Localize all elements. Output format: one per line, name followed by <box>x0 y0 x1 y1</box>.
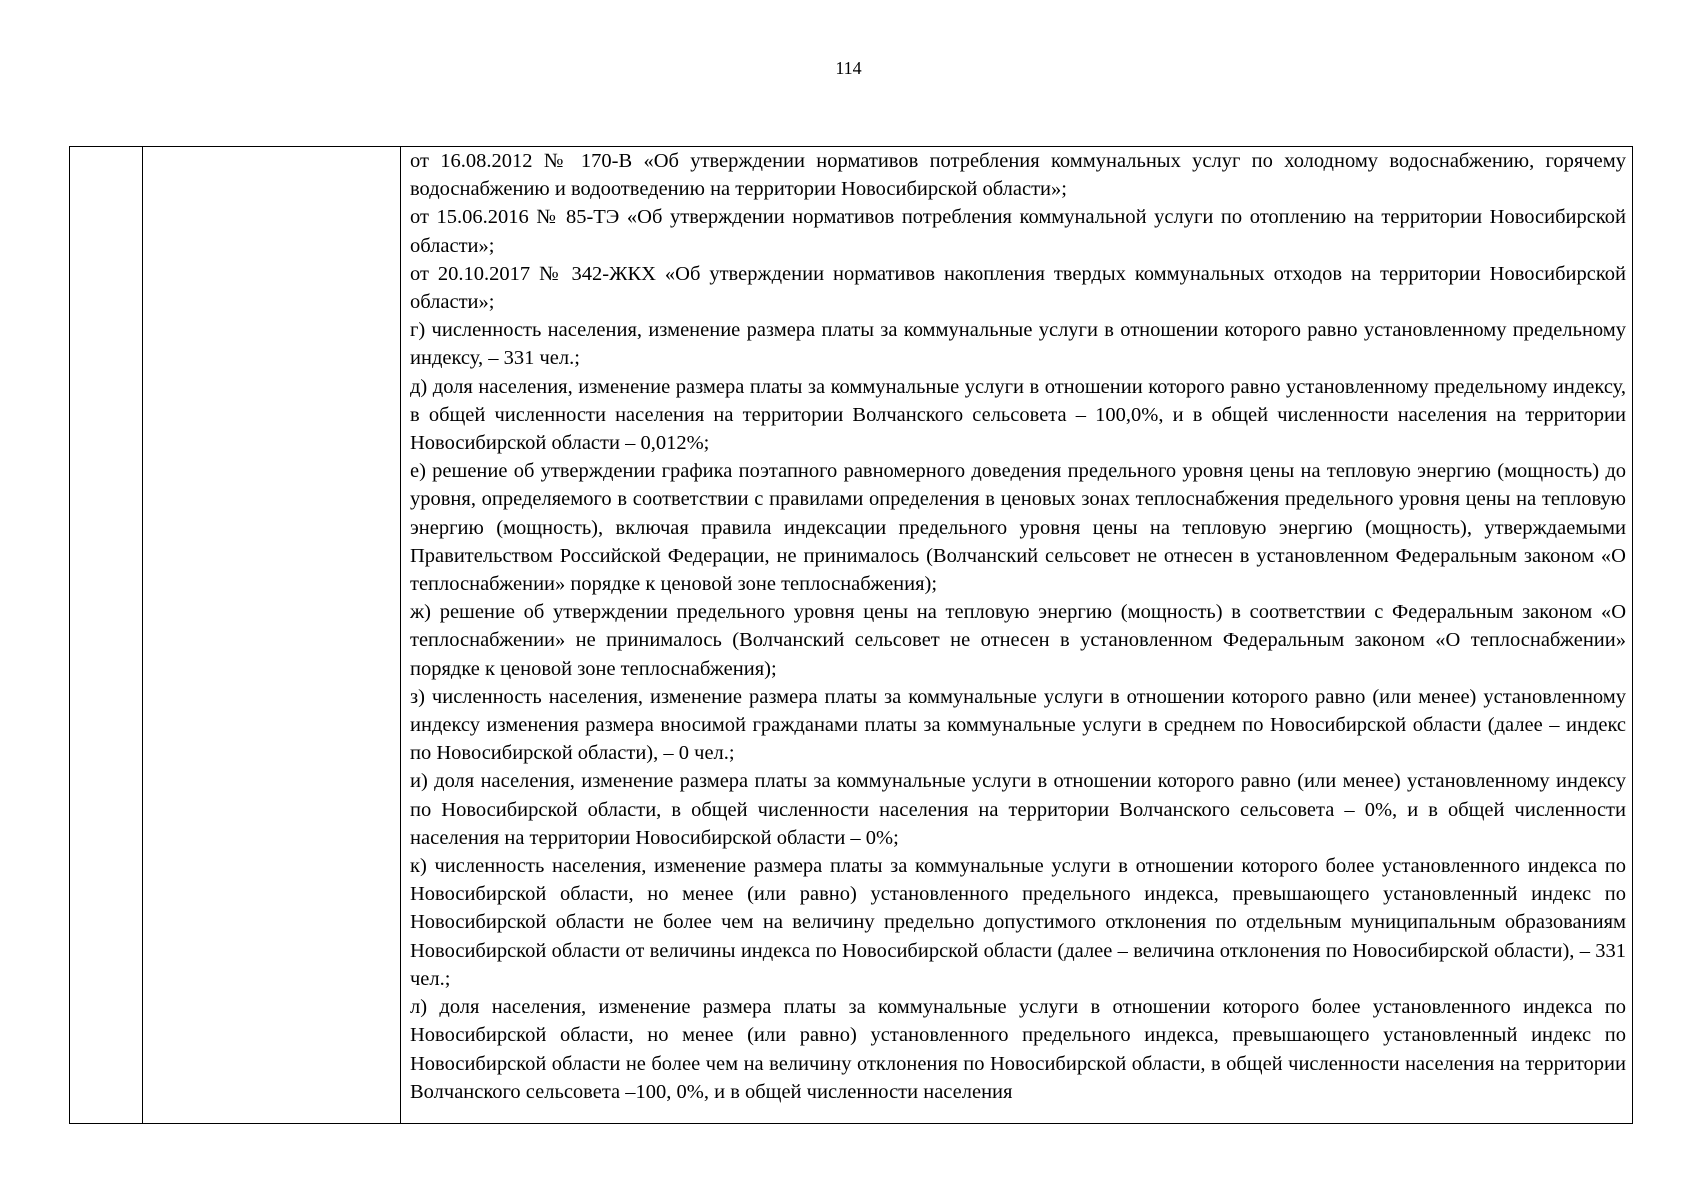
paragraph-item-z: з) численность населения, изменение размера платы за коммунальные услуги в отношении которого равно (или менее) установленному индексу изменения размера вносимой гражданами платы за коммунальные услуги в среднем по Новосибирской области (далее – индекс по Новосибирской области), – 0 чел.; <box>410 685 1626 765</box>
table-cell-content <box>401 147 1633 1124</box>
paragraph-item-g: г) численность населения, изменение размера платы за коммунальные услуги в отношении которого равно установленному предельному индексу, – 331 чел.; <box>410 319 1626 370</box>
paragraph-item-e: е) решение об утверждении графика поэтапного равномерного доведения предельного уровня цены на тепловую энергию (мощность) до уровня, определяемого в соответствии с правилами определения в ценовых зонах теплоснабжения предельного уровня цены на тепловую энергию (мощность), включая правила индексации предельного уровня цены на тепловую энергию (мощность), утверждаемыми Правительством Российской Федерации, не принималось (Волчанский сельсовет не отнесен в установленном Федеральным законом «О теплоснабжении» порядке к ценовой зоне теплоснабжения); <box>410 460 1626 596</box>
table-row <box>70 147 1633 1124</box>
paragraph-order-342-zhkh: от 20.10.2017 № 342-ЖКХ «Об утверждении нормативов накопления твердых коммунальных отходов на территории Новосибирской области»; <box>410 262 1626 314</box>
paragraph-item-l: л) доля населения, изменение размера платы за коммунальные услуги в отношении которого более установленного индекса по Новосибирской области, но менее (или равно) установленного предельного индекса, превышающего установленный индекс по Новосибирской области не более чем на величину отклонения по Новосибирской области, в общей численности населения на территории Волчанского сельсовета –100, 0%, и в общей численности населения <box>410 996 1626 1103</box>
paragraph-item-d: д) доля населения, изменение размера платы за коммунальные услуги в отношении которого равно установленному предельному индексу, в общей численности населения на территории Волчанского сельсовета – 100,0%, и в общей численности населения на территории Новосибирской области – 0,012%; <box>410 375 1626 455</box>
document-table <box>69 146 1633 1124</box>
paragraph-order-170-v: от 16.08.2012 № 170-В «Об утверждении нормативов потребления коммунальных услуг по холодному водоснабжению, горячему водоснабжению и водоотведению на территории Новосибирской области»; <box>410 150 1626 201</box>
table-cell-number <box>70 147 143 1124</box>
paragraph-item-i: и) доля населения, изменение размера платы за коммунальные услуги в отношении которого равно (или менее) установленному индексу по Новосибирской области, в общей численности населения на территории Волчанского сельсовета – 0%, и в общей численности населения на территории Новосибирской области – 0%; <box>410 770 1626 849</box>
paragraph-item-k: к) численность населения, изменение размера платы за коммунальные услуги в отношении которого более установленного индекса по Новосибирской области, но менее (или равно) установленного предельного индекса, превышающего установленный индекс по Новосибирской области не более чем на величину предельно допустимого отклонения по отдельным муниципальным образованиям Новосибирской области от величины индекса по Новосибирской области (далее – величина отклонения по Новосибирской области), – 331 чел.; <box>410 855 1626 990</box>
paragraph-item-zh: ж) решение об утверждении предельного уровня цены на тепловую энергию (мощность) в соответствии с Федеральным законом «О теплоснабжении» не принималось (Волчанский сельсовет не отнесен в установленном Федеральным законом «О теплоснабжении» порядке к ценовой зоне теплоснабжения); <box>410 601 1626 680</box>
paragraph-order-85-te: от 15.06.2016 № 85-ТЭ «Об утверждении нормативов потребления коммунальной услуги по отоплению на территории Новосибирской области»; <box>410 206 1626 257</box>
table-cell-name <box>143 147 401 1124</box>
page-number: 114 <box>835 58 862 78</box>
